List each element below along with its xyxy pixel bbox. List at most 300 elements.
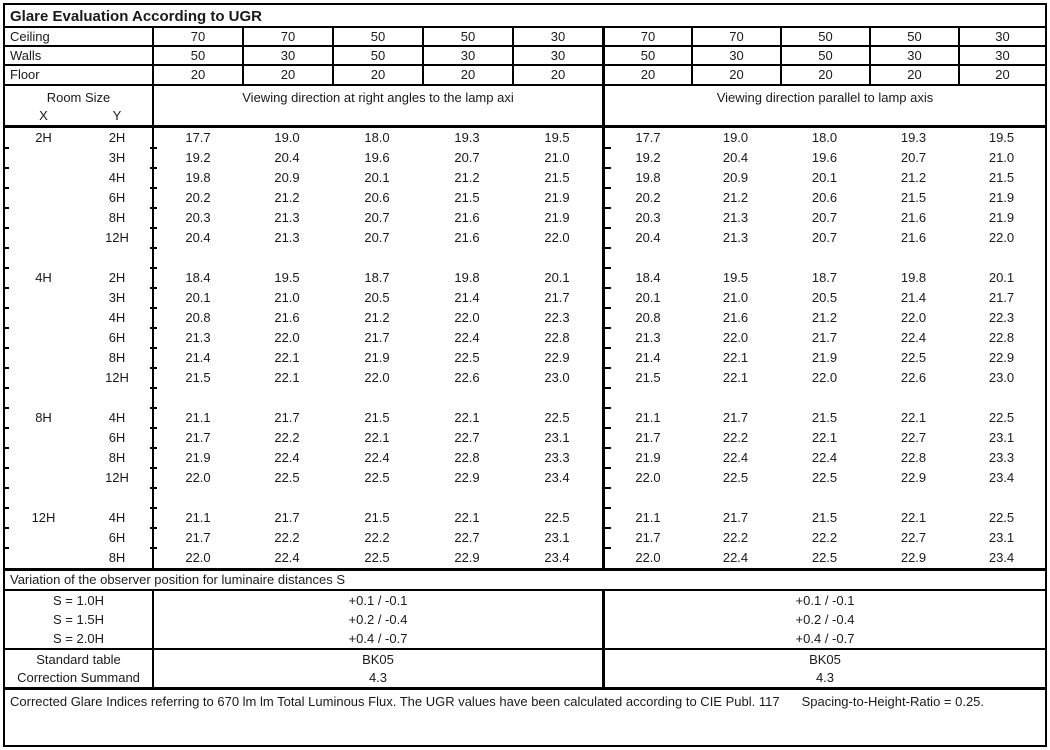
ugr-value-cell: 22.8 [988, 330, 1015, 345]
table-header-row [5, 86, 1045, 128]
ugr-value-cell: 19.5 [274, 270, 300, 285]
room-y-cell: 4H [108, 410, 126, 425]
ugr-value-cell: 21.5 [811, 410, 838, 425]
ugr-value-cell: 23.1 [544, 430, 570, 445]
ugr-value-cell: 22.9 [454, 550, 480, 565]
ugr-value-cell: 20.6 [364, 190, 390, 205]
surface-value-cell: 50 [332, 47, 422, 64]
ugr-value-cell: 21.5 [811, 510, 838, 525]
ugr-value-cell: 22.0 [602, 468, 691, 488]
ugr-value-cell: 21.0 [544, 150, 570, 165]
spacer-cell [332, 388, 422, 408]
ugr-value-cell: 21.7 [544, 290, 570, 305]
ugr-value-cell: 20.8 [602, 308, 691, 328]
ugr-value-cell: 21.5 [364, 410, 390, 425]
ugr-value-cell: 21.7 [722, 510, 749, 525]
surface-value-cell: 70 [242, 28, 332, 45]
ugr-value-cell: 20.4 [722, 150, 749, 165]
room-x-cell [5, 348, 82, 368]
spacer-cell [780, 248, 869, 268]
ugr-value-cell: 21.5 [602, 368, 691, 388]
ugr-value-cell: 22.4 [900, 330, 927, 345]
surface-row [5, 66, 1045, 86]
spacer-cell [512, 488, 602, 508]
ugr-value-cell: 21.3 [722, 230, 749, 245]
ugr-value-cell: 18.4 [152, 268, 242, 288]
ugr-value-cell: 22.2 [364, 530, 390, 545]
ugr-value-cell: 19.2 [152, 148, 242, 168]
room-x-cell [5, 208, 82, 228]
ugr-value-cell: 23.3 [544, 450, 570, 465]
room-y-cell: 12H [105, 230, 129, 245]
ugr-value-cell: 22.2 [722, 430, 749, 445]
room-x-cell [5, 428, 82, 448]
ugr-value-cell: 22.1 [454, 410, 480, 425]
variation-row-item [5, 629, 1045, 648]
summary-left-value: BK05 [152, 650, 602, 669]
room-x-cell [5, 528, 82, 548]
surface-value-cell: 30 [869, 47, 958, 64]
spacer-cell [82, 388, 152, 408]
room-y-cell: 8H [108, 350, 126, 365]
ugr-value-cell: 19.8 [152, 168, 242, 188]
ugr-value-cell: 20.1 [988, 270, 1015, 285]
spacer-cell [5, 388, 82, 408]
ugr-value-cell: 22.4 [274, 550, 300, 565]
ugr-value-cell: 21.7 [152, 428, 242, 448]
ugr-value-cell: 21.3 [274, 230, 300, 245]
ugr-value-cell: 20.2 [602, 188, 691, 208]
ugr-value-cell: 19.0 [274, 130, 300, 145]
ugr-value-cell: 21.2 [274, 190, 300, 205]
footer-text: Corrected Glare Indices referring to 670 lm lm Total Luminous Flux. The UGR values have been calculated according to CIE Publ. 117 [10, 694, 780, 709]
ugr-table-row [5, 408, 1045, 428]
surface-value-cell: 20 [602, 66, 691, 84]
ugr-value-cell: 22.4 [722, 550, 749, 565]
ugr-value-cell: 19.8 [454, 270, 480, 285]
ugr-value-cell: 20.1 [544, 270, 570, 285]
ugr-value-cell: 21.4 [454, 290, 480, 305]
room-x-cell [5, 168, 82, 188]
surface-value-cell: 30 [512, 28, 602, 45]
ugr-value-cell: 20.7 [454, 150, 480, 165]
ugr-value-cell: 23.0 [544, 370, 570, 385]
ugr-table-row [5, 448, 1045, 468]
ugr-value-cell: 21.6 [900, 210, 927, 225]
room-x-cell [5, 308, 82, 328]
ugr-value-cell: 19.2 [602, 148, 691, 168]
ugr-value-cell: 21.2 [900, 170, 927, 185]
room-x-cell [5, 188, 82, 208]
ugr-value-cell: 21.4 [602, 348, 691, 368]
surface-value-cell: 30 [958, 28, 1045, 45]
room-y-cell: 6H [108, 330, 126, 345]
ugr-value-cell: 22.8 [454, 450, 480, 465]
xy-subheader [5, 108, 152, 125]
group-spacer-row [5, 248, 1045, 268]
ugr-table-row [5, 268, 1045, 288]
summary-rows-section [5, 650, 1045, 690]
ugr-table-row [5, 368, 1045, 388]
ugr-value-cell: 22.9 [900, 550, 927, 565]
ugr-value-cell: 21.6 [722, 310, 749, 325]
ugr-value-cell: 19.6 [364, 150, 390, 165]
ugr-value-cell: 19.5 [722, 270, 749, 285]
ugr-value-cell: 19.5 [544, 130, 570, 145]
ugr-value-cell: 22.5 [274, 470, 300, 485]
surface-value-cell: 50 [780, 28, 869, 45]
ugr-value-cell: 20.1 [152, 288, 242, 308]
ugr-value-cell: 22.4 [274, 450, 300, 465]
ugr-value-cell: 20.1 [602, 288, 691, 308]
ugr-value-cell: 22.6 [900, 370, 927, 385]
room-x-cell: 4H [35, 270, 52, 285]
ugr-value-cell: 23.4 [988, 470, 1015, 485]
ugr-value-cell: 21.2 [722, 190, 749, 205]
room-y-cell: 6H [108, 530, 126, 545]
surface-value-cell: 30 [958, 47, 1045, 64]
room-y-cell: 3H [108, 290, 126, 305]
surface-value-cell: 70 [602, 28, 691, 45]
ugr-value-cell: 21.5 [364, 510, 390, 525]
room-x-cell [5, 448, 82, 468]
spacer-cell [780, 488, 869, 508]
surface-value-cell: 50 [869, 28, 958, 45]
variation-row-label: S = 1.5H [53, 612, 104, 627]
variation-left-value: +0.1 / -0.1 [152, 591, 602, 610]
ugr-value-cell: 18.0 [364, 130, 390, 145]
surface-value-cell: 30 [242, 47, 332, 64]
ugr-table-row [5, 528, 1045, 548]
ugr-value-cell: 21.6 [454, 230, 480, 245]
ugr-value-cell: 21.9 [364, 350, 390, 365]
ugr-value-cell: 22.0 [364, 370, 390, 385]
ugr-table-row [5, 188, 1045, 208]
room-x-cell [5, 228, 82, 248]
surface-row-label: Ceiling [10, 29, 50, 44]
variation-left-value: +0.2 / -0.4 [152, 610, 602, 629]
ugr-value-cell: 19.5 [988, 130, 1015, 145]
ugr-value-cell: 21.9 [544, 210, 570, 225]
ugr-value-cell: 21.5 [544, 170, 570, 185]
ugr-value-cell: 21.9 [811, 350, 838, 365]
surface-value-cell: 20 [691, 66, 780, 84]
ugr-value-cell: 22.9 [900, 470, 927, 485]
ugr-value-cell: 23.1 [988, 430, 1015, 445]
room-x-cell: 8H [35, 410, 52, 425]
surface-value-cell: 20 [780, 66, 869, 84]
ugr-value-cell: 22.5 [988, 410, 1015, 425]
room-x-cell [5, 288, 82, 308]
ugr-value-cell: 22.3 [544, 310, 570, 325]
spacer-cell [152, 488, 242, 508]
room-y-cell: 12H [105, 470, 129, 485]
ugr-value-cell: 22.9 [544, 350, 570, 365]
ugr-value-cell: 22.1 [900, 510, 927, 525]
surface-rows-section [5, 28, 1045, 86]
ugr-value-cell: 19.8 [602, 168, 691, 188]
ugr-value-cell: 22.5 [544, 410, 570, 425]
ugr-value-cell: 22.0 [274, 330, 300, 345]
spacer-cell [422, 488, 512, 508]
ugr-value-cell: 21.7 [364, 330, 390, 345]
surface-value-cell: 20 [332, 66, 422, 84]
surface-value-cell: 20 [422, 66, 512, 84]
ugr-value-cell: 21.7 [811, 330, 838, 345]
surface-value-cell: 70 [691, 28, 780, 45]
room-y-cell: 8H [108, 210, 126, 225]
summary-right-value: 4.3 [602, 669, 1045, 688]
ugr-value-cell: 20.5 [364, 290, 390, 305]
room-y-cell: 6H [108, 190, 126, 205]
spacer-cell [869, 488, 958, 508]
ugr-value-cell: 21.6 [454, 210, 480, 225]
surface-row [5, 47, 1045, 66]
ugr-value-cell: 22.5 [364, 470, 390, 485]
ugr-value-cell: 20.6 [811, 190, 838, 205]
x-axis-label: X [39, 108, 48, 123]
ugr-value-cell: 21.7 [274, 410, 300, 425]
ugr-value-cell: 19.8 [900, 270, 927, 285]
ugr-value-cell: 23.1 [988, 530, 1015, 545]
variation-right-value: +0.2 / -0.4 [602, 610, 1045, 629]
ugr-value-cell: 21.5 [152, 368, 242, 388]
ugr-value-cell: 23.4 [988, 550, 1015, 565]
spacer-cell [869, 388, 958, 408]
ugr-value-cell: 21.2 [364, 310, 390, 325]
variation-left-value: +0.4 / -0.7 [152, 629, 602, 648]
spacer-cell [242, 248, 332, 268]
spacer-cell [512, 248, 602, 268]
ugr-table-row [5, 548, 1045, 568]
ugr-value-cell: 21.3 [152, 328, 242, 348]
spacer-cell [869, 248, 958, 268]
ugr-value-cell: 20.7 [811, 210, 838, 225]
ugr-value-cell: 21.9 [988, 210, 1015, 225]
ugr-value-cell: 21.6 [274, 310, 300, 325]
ugr-value-cell: 20.4 [602, 228, 691, 248]
ugr-value-cell: 22.2 [811, 530, 838, 545]
room-size-heading: Room Size [46, 90, 111, 105]
ugr-value-cell: 21.5 [900, 190, 927, 205]
ugr-value-cell: 21.1 [602, 408, 691, 428]
ugr-value-cell: 21.0 [274, 290, 300, 305]
spacer-cell [780, 388, 869, 408]
ugr-value-cell: 22.7 [454, 530, 480, 545]
surface-row-label: Floor [10, 67, 40, 82]
ugr-value-cell: 22.9 [454, 470, 480, 485]
ugr-value-cell: 21.2 [454, 170, 480, 185]
surface-value-cell: 50 [152, 47, 242, 64]
ugr-table-row [5, 508, 1045, 528]
ugr-value-cell: 21.9 [544, 190, 570, 205]
ugr-value-cell: 22.0 [152, 548, 242, 568]
ugr-value-cell: 20.1 [364, 170, 390, 185]
spacer-cell [422, 248, 512, 268]
surface-value-cell: 30 [512, 47, 602, 64]
ugr-value-cell: 22.0 [602, 548, 691, 568]
ugr-value-cell: 22.0 [811, 370, 838, 385]
ugr-value-cell: 21.7 [722, 410, 749, 425]
ugr-value-cell: 22.4 [364, 450, 390, 465]
ugr-value-cell: 20.3 [602, 208, 691, 228]
ugr-value-cell: 20.7 [811, 230, 838, 245]
ugr-value-cell: 22.1 [454, 510, 480, 525]
footer-ratio-text: Spacing-to-Height-Ratio = 0.25. [801, 694, 985, 709]
surface-value-cell: 50 [332, 28, 422, 45]
ugr-value-cell: 20.2 [152, 188, 242, 208]
ugr-value-cell: 21.1 [152, 408, 242, 428]
spacer-cell [691, 248, 780, 268]
ugr-value-cell: 21.0 [988, 150, 1015, 165]
ugr-report-sheet [3, 3, 1047, 747]
ugr-value-cell: 22.5 [900, 350, 927, 365]
page-title: Glare Evaluation According to UGR [5, 5, 1045, 28]
surface-row-label: Walls [10, 48, 42, 63]
room-y-cell: 4H [108, 310, 126, 325]
ugr-value-cell: 18.7 [811, 270, 838, 285]
ugr-value-cell: 22.7 [900, 430, 927, 445]
ugr-value-cell: 20.7 [900, 150, 927, 165]
room-y-cell: 2H [108, 270, 126, 285]
ugr-table-row [5, 468, 1045, 488]
room-y-cell: 8H [108, 550, 126, 565]
ugr-value-cell: 20.4 [274, 150, 300, 165]
ugr-value-cell: 17.7 [152, 128, 242, 148]
ugr-value-cell: 20.9 [722, 170, 749, 185]
ugr-value-cell: 19.0 [722, 130, 749, 145]
variation-row-item [5, 591, 1045, 610]
ugr-value-cell: 22.3 [988, 310, 1015, 325]
ugr-value-cell: 20.1 [811, 170, 838, 185]
ugr-value-cell: 22.2 [274, 430, 300, 445]
summary-row-item [5, 650, 1045, 669]
ugr-value-cell: 22.8 [544, 330, 570, 345]
ugr-value-cell: 21.9 [988, 190, 1015, 205]
ugr-table-row [5, 348, 1045, 368]
summary-row-label: Standard table [36, 651, 121, 667]
spacer-cell [958, 248, 1045, 268]
ugr-table-row [5, 148, 1045, 168]
ugr-value-cell: 21.7 [602, 528, 691, 548]
room-x-cell [5, 548, 82, 568]
spacer-cell [332, 248, 422, 268]
ugr-value-cell: 20.5 [811, 290, 838, 305]
ugr-table-row [5, 208, 1045, 228]
variation-right-value: +0.1 / -0.1 [602, 591, 1045, 610]
ugr-value-cell: 21.3 [602, 328, 691, 348]
variation-rows-section [5, 591, 1045, 650]
ugr-value-cell: 20.7 [364, 230, 390, 245]
ugr-value-cell: 17.7 [602, 128, 691, 148]
spacer-cell [422, 388, 512, 408]
ugr-value-cell: 19.3 [900, 130, 927, 145]
ugr-table-row [5, 308, 1045, 328]
ugr-value-cell: 21.3 [274, 210, 300, 225]
ugr-value-cell: 23.4 [544, 550, 570, 565]
ugr-value-cell: 21.1 [602, 508, 691, 528]
spacer-cell [242, 388, 332, 408]
group-spacer-row [5, 388, 1045, 408]
ugr-value-cell: 22.5 [811, 470, 838, 485]
room-x-cell [5, 328, 82, 348]
ugr-table-row [5, 428, 1045, 448]
variation-heading: Variation of the observer position for luminaire distances S [5, 571, 1045, 591]
surface-value-cell: 20 [869, 66, 958, 84]
room-x-cell [5, 368, 82, 388]
group-spacer-row [5, 488, 1045, 508]
surface-value-cell: 50 [602, 47, 691, 64]
ugr-value-cell: 22.4 [722, 450, 749, 465]
ugr-value-cell: 21.4 [152, 348, 242, 368]
ugr-value-cell: 21.7 [988, 290, 1015, 305]
room-x-cell: 2H [35, 130, 52, 145]
ugr-value-cell: 22.5 [722, 470, 749, 485]
room-x-cell [5, 148, 82, 168]
surface-row [5, 28, 1045, 47]
ugr-value-cell: 20.4 [152, 228, 242, 248]
ugr-value-cell: 22.5 [454, 350, 480, 365]
ugr-value-cell: 22.1 [274, 370, 300, 385]
ugr-value-cell: 22.1 [364, 430, 390, 445]
surface-value-cell: 70 [152, 28, 242, 45]
ugr-value-cell: 20.8 [152, 308, 242, 328]
room-y-cell: 12H [105, 370, 129, 385]
ugr-value-cell: 22.0 [722, 330, 749, 345]
spacer-cell [82, 488, 152, 508]
ugr-value-cell: 23.1 [544, 530, 570, 545]
ugr-value-cell: 19.6 [811, 150, 838, 165]
ugr-value-cell: 23.0 [988, 370, 1015, 385]
ugr-value-cell: 21.9 [152, 448, 242, 468]
ugr-value-cell: 21.9 [602, 448, 691, 468]
spacer-cell [5, 248, 82, 268]
surface-value-cell: 20 [512, 66, 602, 84]
room-x-cell [5, 468, 82, 488]
spacer-cell [152, 248, 242, 268]
ugr-value-cell: 21.1 [152, 508, 242, 528]
spacer-cell [958, 388, 1045, 408]
ugr-value-cell: 18.0 [811, 130, 838, 145]
ugr-table-row [5, 288, 1045, 308]
ugr-value-cell: 22.0 [988, 230, 1015, 245]
ugr-value-cell: 22.1 [900, 410, 927, 425]
ugr-value-cell: 21.6 [900, 230, 927, 245]
variation-row-label: S = 2.0H [53, 631, 104, 646]
spacer-cell [5, 488, 82, 508]
ugr-value-cell: 22.8 [900, 450, 927, 465]
ugr-value-cell: 22.7 [900, 530, 927, 545]
ugr-table-row [5, 128, 1045, 148]
spacer-cell [602, 488, 691, 508]
ugr-value-cell: 22.1 [811, 430, 838, 445]
ugr-value-cell: 22.5 [811, 550, 838, 565]
ugr-value-cell: 23.3 [988, 450, 1015, 465]
spacer-cell [958, 488, 1045, 508]
ugr-values-section [5, 128, 1045, 571]
ugr-value-cell: 22.1 [722, 370, 749, 385]
ugr-value-cell: 22.1 [274, 350, 300, 365]
variation-right-value: +0.4 / -0.7 [602, 629, 1045, 648]
summary-left-value: 4.3 [152, 669, 602, 688]
ugr-value-cell: 22.2 [274, 530, 300, 545]
ugr-value-cell: 22.9 [988, 350, 1015, 365]
spacer-cell [242, 488, 332, 508]
ugr-value-cell: 22.1 [722, 350, 749, 365]
surface-value-cell: 50 [780, 47, 869, 64]
ugr-value-cell: 20.9 [274, 170, 300, 185]
left-viewing-heading: Viewing direction at right angles to the lamp axi [152, 86, 602, 125]
